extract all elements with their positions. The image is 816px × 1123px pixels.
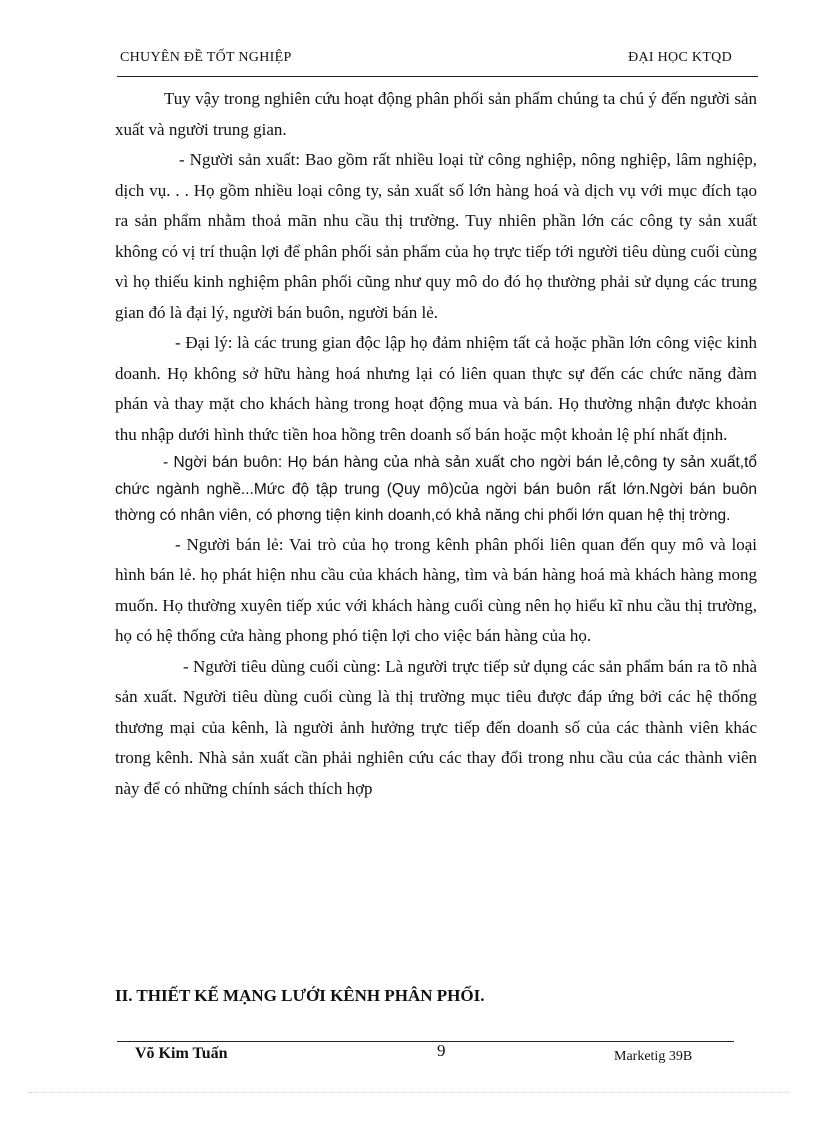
header-divider [117, 76, 758, 77]
footer-divider [117, 1041, 734, 1042]
paragraph-intro: Tuy vậy trong nghiên cứu hoạt động phân phối sản phẩm chúng ta chú ý đến người sản xuất và người trung gian. [115, 89, 757, 139]
page-number: 9 [437, 1041, 446, 1060]
footer-author: Võ Kim Tuấn [135, 1045, 228, 1062]
section-heading: II. THIẾT KẾ MẠNG LƯỚI KÊNH PHÂN PHỐI. [115, 986, 485, 1005]
body-text [115, 84, 757, 804]
paragraph-wholesaler: - Ngời bán buôn: Họ bán hàng của nhà sản xuất cho ngời bán lẻ,công ty sản xuất,tổ chức ngành nghề...Mức độ tập trung (Quy mô)của ngời bán buôn rất lớn.Ngời bán buôn thờng có nhân viên, có phơng tiện kinh doanh,có khả năng chi phối lớn quan hệ thị trờng. [115, 454, 757, 524]
paragraph-end-consumer: - Người tiêu dùng cuối cùng: Là người trực tiếp sử dụng các sản phẩm bán ra tõ nhà sản xuất. Người tiêu dùng cuối cùng là thị trường mục tiêu được đáp ứng bởi các hệ thống thương mại của kênh, là người ảnh hưởng trực tiếp đến doanh số của các thành viên khác trong kênh. Nhà sản xuất cần phải nghiên cứu các thay đổi trong nhu cầu của các thành viên này để có những chính sách thích hợp [115, 656, 757, 798]
paragraph-agent: - Đại lý: là các trung gian độc lập họ đảm nhiệm tất cả hoặc phần lớn công việc kinh doanh. Họ không sở hữu hàng hoá nhưng lại có liên quan thực sự đến các chức năng đàm phán và thay mặt cho khách hàng trong hoạt động mua và bán. Họ thường nhận được khoản thu nhập dưới hình thức tiền hoa hồng trên doanh số bán hoặc một khoản lệ phí nhất định. [115, 333, 757, 444]
paragraph-retailer: - Người bán lẻ: Vai trò của họ trong kênh phân phối liên quan đến quy mô và loại hình bán lẻ. họ phát hiện nhu cầu của khách hàng, tìm và bán hàng hoá mà khách hàng mong muốn. Họ thường xuyên tiếp xúc với khách hàng cuối cùng nên họ hiểu kĩ nhu cầu thị trường, họ có hệ thống cửa hàng phong phó tiện lợi cho việc bán hàng của họ. [115, 534, 757, 645]
page-bottom-border [28, 1092, 788, 1093]
header-title: CHUYÊN ĐỀ TỐT NGHIỆP [120, 50, 292, 65]
paragraph-producer: - Người sản xuất: Bao gồm rất nhiều loại từ công nghiệp, nông nghiệp, lâm nghiệp, dịch vụ. . . Họ gồm nhiều loại công ty, sản xuất số lớn hàng hoá và dịch vụ với mục đích tạo ra sản phẩm nhằm thoả mãn nhu cầu thị trường. Tuy nhiên phần lớn các công ty sản xuất không có vị trí thuận lợi để phân phối sản phẩm của họ trực tiếp tới người tiêu dùng cuối cùng vì họ thiếu kinh nghiệm phân phối cũng như quy mô do đó họ thường phải sử dụng các trung gian đó là đại lý, người bán buôn, người bán lẻ. [115, 150, 757, 322]
footer-class: Marketig 39B [614, 1049, 693, 1064]
header-university: ĐẠI HỌC KTQD [628, 50, 732, 65]
